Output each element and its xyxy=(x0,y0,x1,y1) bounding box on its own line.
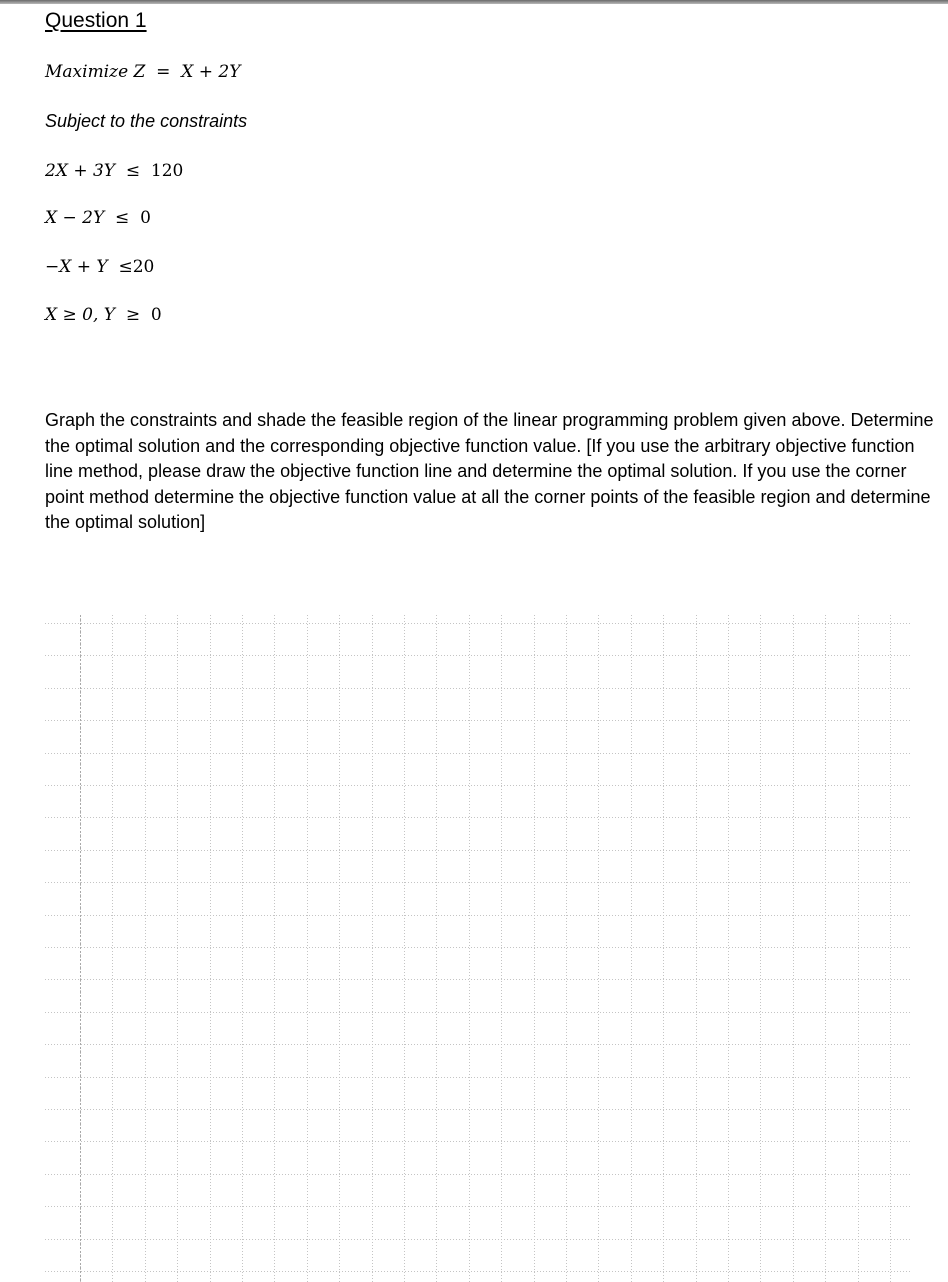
constraint-lhs: X − 2Y xyxy=(45,208,105,228)
question-title: Question 1 xyxy=(45,9,147,32)
constraint-operator: ≤ xyxy=(125,161,141,181)
objective-equals: = xyxy=(156,62,171,82)
objective-label: Maximize Z xyxy=(45,62,146,82)
objective-function xyxy=(45,62,240,82)
objective-expression: X + 2Y xyxy=(181,62,241,82)
constraint-rhs: 0 xyxy=(140,208,151,228)
constraint-operator: ≥ xyxy=(125,305,141,325)
constraint-lhs: 2X + 3Y xyxy=(45,161,116,181)
constraint-3 xyxy=(45,257,154,277)
constraints-heading: Subject to the constraints xyxy=(45,111,248,131)
graph-paper-grid[interactable] xyxy=(45,615,911,1282)
constraint-operator: ≤ xyxy=(118,257,133,277)
constraint-1 xyxy=(45,161,183,181)
constraint-rhs: 0 xyxy=(150,305,162,325)
instructions-paragraph: Graph the constraints and shade the feasible region of the linear programming problem given above. Determine the optimal solution and the corresponding objective function value. [If you use the arbitrary objective function line method, please draw the objective function line and determine the optimal solution. If you use the corner point method determine the objective function value at all the corner points of the feasible region and determine the optimal solution] xyxy=(45,410,934,533)
constraint-operator: ≤ xyxy=(115,208,130,228)
constraint-rhs: 120 xyxy=(150,161,184,181)
top-border xyxy=(0,0,948,4)
constraint-lhs: X ≥ 0, Y xyxy=(45,305,116,325)
constraint-lhs: −X + Y xyxy=(45,257,108,277)
constraint-2 xyxy=(45,208,151,228)
constraint-4 xyxy=(45,305,162,325)
constraint-rhs: 20 xyxy=(132,257,155,277)
